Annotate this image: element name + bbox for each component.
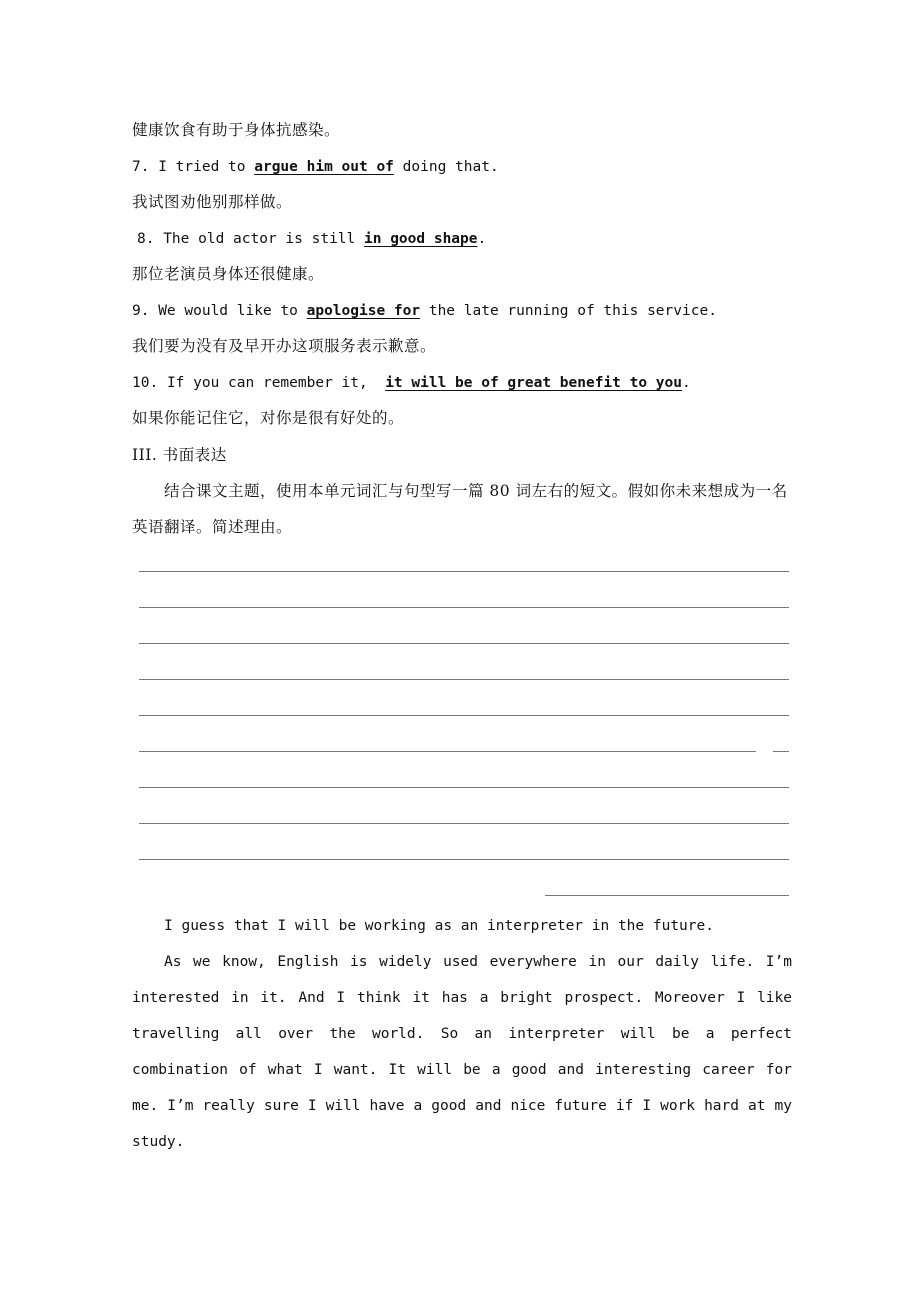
writing-line bbox=[139, 751, 756, 752]
writing-line bbox=[139, 679, 789, 680]
translation-8-chinese: 那位老演员身体还很健康。 bbox=[132, 265, 325, 283]
writing-line bbox=[139, 607, 789, 608]
writing-prompt-line-2: 英语翻译。简述理由。 bbox=[132, 518, 293, 536]
writing-line bbox=[139, 571, 789, 572]
sentence-7-number: 7. bbox=[132, 159, 150, 175]
sentence-10-suffix: . bbox=[682, 375, 691, 391]
writing-line-end bbox=[545, 895, 789, 896]
translation-7-chinese: 我试图劝他别那样做。 bbox=[132, 193, 293, 211]
sentence-7-prefix: I tried to bbox=[158, 159, 255, 175]
sentence-8-number: 8. bbox=[137, 231, 155, 247]
sentence-10-answer: it will be of great benefit to you bbox=[385, 375, 682, 391]
sentence-8 bbox=[137, 229, 486, 249]
sentence-9-suffix: the late running of this service. bbox=[420, 303, 717, 319]
sentence-10-prefix: If you can remember it, bbox=[166, 375, 386, 391]
sentence-9-number: 9. bbox=[132, 303, 150, 319]
writing-line-fragment bbox=[773, 751, 789, 752]
answer-paragraph-1: I guess that I will be working as an interpreter in the future. bbox=[164, 918, 714, 934]
sentence-9-answer: apologise for bbox=[306, 303, 421, 319]
translation-9-chinese: 我们要为没有及早开办这项服务表示歉意。 bbox=[132, 337, 437, 355]
writing-line bbox=[139, 859, 789, 860]
section-heading: III. 书面表达 bbox=[132, 446, 227, 464]
writing-line bbox=[139, 643, 789, 644]
writing-prompt-line-1: 结合课文主题，使用本单元词汇与句型写一篇 80 词左右的短文。假如你未来想成为一名 bbox=[164, 482, 788, 500]
writing-line bbox=[139, 823, 789, 824]
writing-line bbox=[139, 787, 789, 788]
sentence-10 bbox=[132, 373, 691, 393]
sentence-7 bbox=[132, 157, 499, 177]
sentence-8-prefix: The old actor is still bbox=[163, 231, 364, 247]
answer-paragraph-2: As we know, English is widely used everywhere in our daily life. I’m interested in it. And I think it has a bright prospect. Moreover I like travelling all over the world. So an interpreter will be a perfect combination of what I want. It will be a good and interesting career for me. I’m really sure I will have a good and nice future if I work hard at my study. bbox=[132, 954, 792, 1150]
sentence-10-number: 10. bbox=[132, 375, 159, 391]
translation-10-chinese: 如果你能记住它，对你是很有好处的。 bbox=[132, 409, 405, 427]
sentence-7-answer: argue him out of bbox=[254, 159, 394, 175]
translation-6-chinese: 健康饮食有助于身体抗感染。 bbox=[132, 121, 341, 139]
sentence-9-prefix: We would like to bbox=[158, 303, 307, 319]
sentence-8-answer: in good shape bbox=[364, 231, 478, 247]
sentence-7-suffix: doing that. bbox=[393, 159, 499, 175]
writing-line bbox=[139, 715, 789, 716]
sentence-8-suffix: . bbox=[477, 231, 487, 247]
sentence-9 bbox=[132, 301, 717, 321]
